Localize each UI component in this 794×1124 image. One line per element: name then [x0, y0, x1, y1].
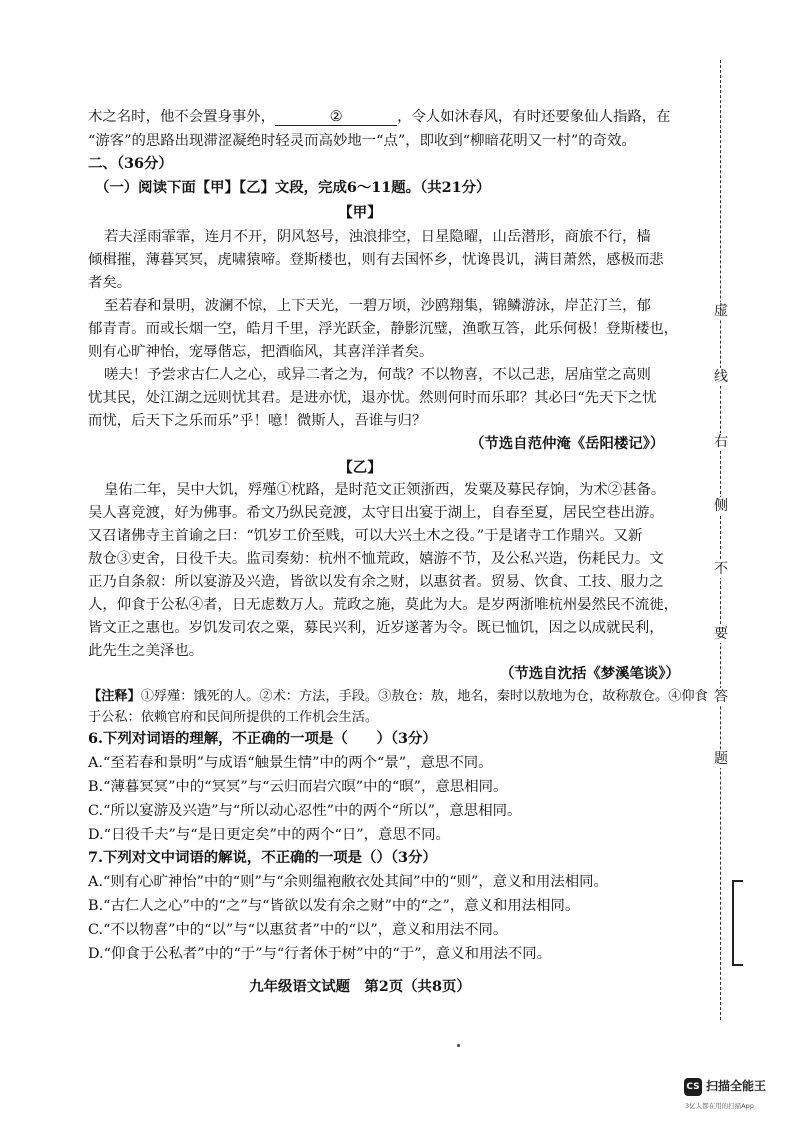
margin-char: 虚 — [714, 303, 728, 319]
passage-jia-title: 【甲】 — [338, 204, 382, 221]
camscanner-name: 扫描全能王 — [706, 1079, 767, 1093]
question-7-stem: 7.下列对文中词语的解说，不正确的一项是（）（3分） — [88, 849, 437, 866]
jia-line: 若夫淫雨霏霏，连月不开，阴风怒号，浊浪排空，日星隐曜，山岳潜形，商旅不行，樯 — [104, 229, 651, 245]
jia-line: 郁青青。而或长烟一空，皓月千里，浮光跃金，静影沉璧，渔歌互答，此乐何极！登斯楼也， — [88, 321, 679, 337]
binding-bracket — [732, 880, 743, 966]
jia-line: 至若春和景明，波澜不惊，上下天光，一碧万顷，沙鸥翔集，锦鳞游泳，岸芷汀兰，郁 — [104, 298, 651, 314]
blank-mark: ② — [329, 109, 343, 125]
scan-dot — [457, 1044, 460, 1047]
camscanner-tagline: 3亿人都在用的扫描App — [685, 1102, 754, 1110]
margin-char: 答 — [714, 689, 728, 705]
intro-line-2: “游客”的思路出现滞涩凝绝时轻灵而高妙地一“点”，即收到“柳暗花明又一村”的奇效。 — [88, 133, 636, 149]
answer-blank-2[interactable] — [275, 109, 397, 126]
margin-char: 右 — [714, 434, 728, 450]
section-subheading: （一）阅读下面【甲】【乙】文段，完成6～11题。（共21分） — [95, 179, 491, 196]
jia-line: 者矣。 — [88, 275, 132, 291]
margin-char: 题 — [714, 751, 728, 767]
q7-option-d[interactable]: D.“仰食于公私者”中的“于”与“行者休于树”中的“于”，意义和用法不同。 — [88, 946, 552, 962]
intro-text-a: 木之名时，他不会置身事外， — [88, 109, 276, 125]
q6-option-c[interactable]: C.“所以宴游及兴造”与“所以动心忍性”中的两个“所以”，意思相同。 — [88, 803, 522, 819]
cut-line — [720, 60, 721, 1020]
yi-line: 人，仰食于公私④者，日无虑数万人。荒政之施，莫此为大。是岁两浙唯杭州晏然民不流徙， — [88, 597, 679, 613]
section-heading: 二、（36分） — [88, 155, 173, 172]
yi-line: 正乃自条叙：所以宴游及兴造，皆欲以发有余之财，以惠贫者。贸易、饮食、工技、服力之 — [88, 574, 664, 590]
jia-line: 倾楫摧，薄暮冥冥，虎啸猿啼。登斯楼也，则有去国怀乡，忧谗畏讥，满目萧然，感极而悲 — [88, 252, 664, 268]
margin-char: 侧 — [714, 498, 728, 514]
q7-option-a[interactable]: A.“则有心旷神怡”中的“则”与“余则缊袍敝衣处其间”中的“则”，意义和用法相同。 — [88, 874, 608, 890]
q6-option-a[interactable]: A.“至若春和景明”与成语“触景生情”中的两个“景”，意思不同。 — [88, 755, 493, 771]
notes-line-1 — [88, 687, 708, 707]
yi-line: 敖仓③吏舍，日役千夫。监司奏劾：杭州不恤荒政，嬉游不节，及公私兴造，伤耗民力。文 — [88, 551, 664, 567]
jia-source: （节选自范仲淹《岳阳楼记》） — [470, 435, 665, 452]
page-footer: 九年级语文试题 第2页（共8页） — [249, 978, 471, 995]
margin-char: 不 — [714, 561, 728, 577]
question-6-stem: 6.下列对词语的理解，不正确的一项是（ ）（3分） — [88, 730, 437, 747]
jia-line: 嗟夫！予尝求古仁人之心，或异二者之为，何哉？不以物喜，不以己悲，居庙堂之高则 — [104, 367, 651, 383]
q6-option-b[interactable]: B.“薄暮冥冥”中的“冥冥”与“云归而岩穴暝”中的“暝”，意思相同。 — [88, 779, 508, 795]
jia-line: 则有心旷神怡，宠辱偕忘，把酒临风，其喜洋洋者矣。 — [88, 344, 434, 360]
yi-line: 皆文正之惠也。岁饥发司农之粟，募民兴利，近岁遂著为令。既已恤饥，因之以成就民利， — [88, 620, 664, 636]
notes-line-2: 于公私：依赖官府和民间所提供的工作机会生活。 — [88, 710, 379, 725]
q7-option-b[interactable]: B.“古仁人之心”中的“之”与“皆欲以发有余之财”中的“之”，意义和用法相同。 — [88, 898, 580, 914]
camscanner-logo-icon: CS — [684, 1078, 702, 1096]
yi-line: 此先生之美泽也。 — [88, 643, 204, 659]
jia-line: 忧其民，处江湖之远则忧其君。是进亦忧，退亦忧。然则何时而乐耶？其必曰“先天下之忧 — [88, 390, 657, 406]
notes-label: 【注释】 — [88, 689, 141, 704]
intro-line-1 — [88, 107, 671, 127]
q7-option-c[interactable]: C.“不以物喜”中的“以”与“以惠贫者”中的“以”，意义和用法不同。 — [88, 922, 508, 938]
yi-line: 皇佑二年，吴中大饥，殍殣①枕路，是时范文正领浙西，发粟及募民存饷，为术②甚备。 — [104, 482, 666, 498]
passage-yi-title: 【乙】 — [338, 459, 382, 476]
margin-char: 要 — [714, 626, 728, 642]
yi-line: 又召诸佛寺主首谕之曰：“饥岁工价至贱，可以大兴土木之役。”于是诸寺工作鼎兴。又新 — [88, 528, 643, 544]
q6-option-d[interactable]: D.“日役千夫”与“是日更定矣”中的两个“日”，意思不同。 — [88, 827, 450, 843]
notes-text-1: ①殍殣：饿死的人。②术：方法，手段。③敖仓：敖，地名，秦时以敖地为仓，故称敖仓。④仰食 — [140, 689, 708, 704]
margin-char: 线 — [714, 369, 728, 385]
intro-text-b: ，令人如沐春风，有时还要象仙人指路，在 — [397, 109, 671, 125]
yi-source: （节选自沈括《梦溪笔谈》） — [500, 665, 680, 682]
yi-line: 吴人喜竞渡，好为佛事。希文乃纵民竞渡，太守日出宴于湖上，自春至夏，居民空巷出游。 — [88, 505, 664, 521]
jia-line: 而忧，后天下之乐而乐”乎！噫！微斯人，吾谁与归？ — [88, 413, 427, 429]
